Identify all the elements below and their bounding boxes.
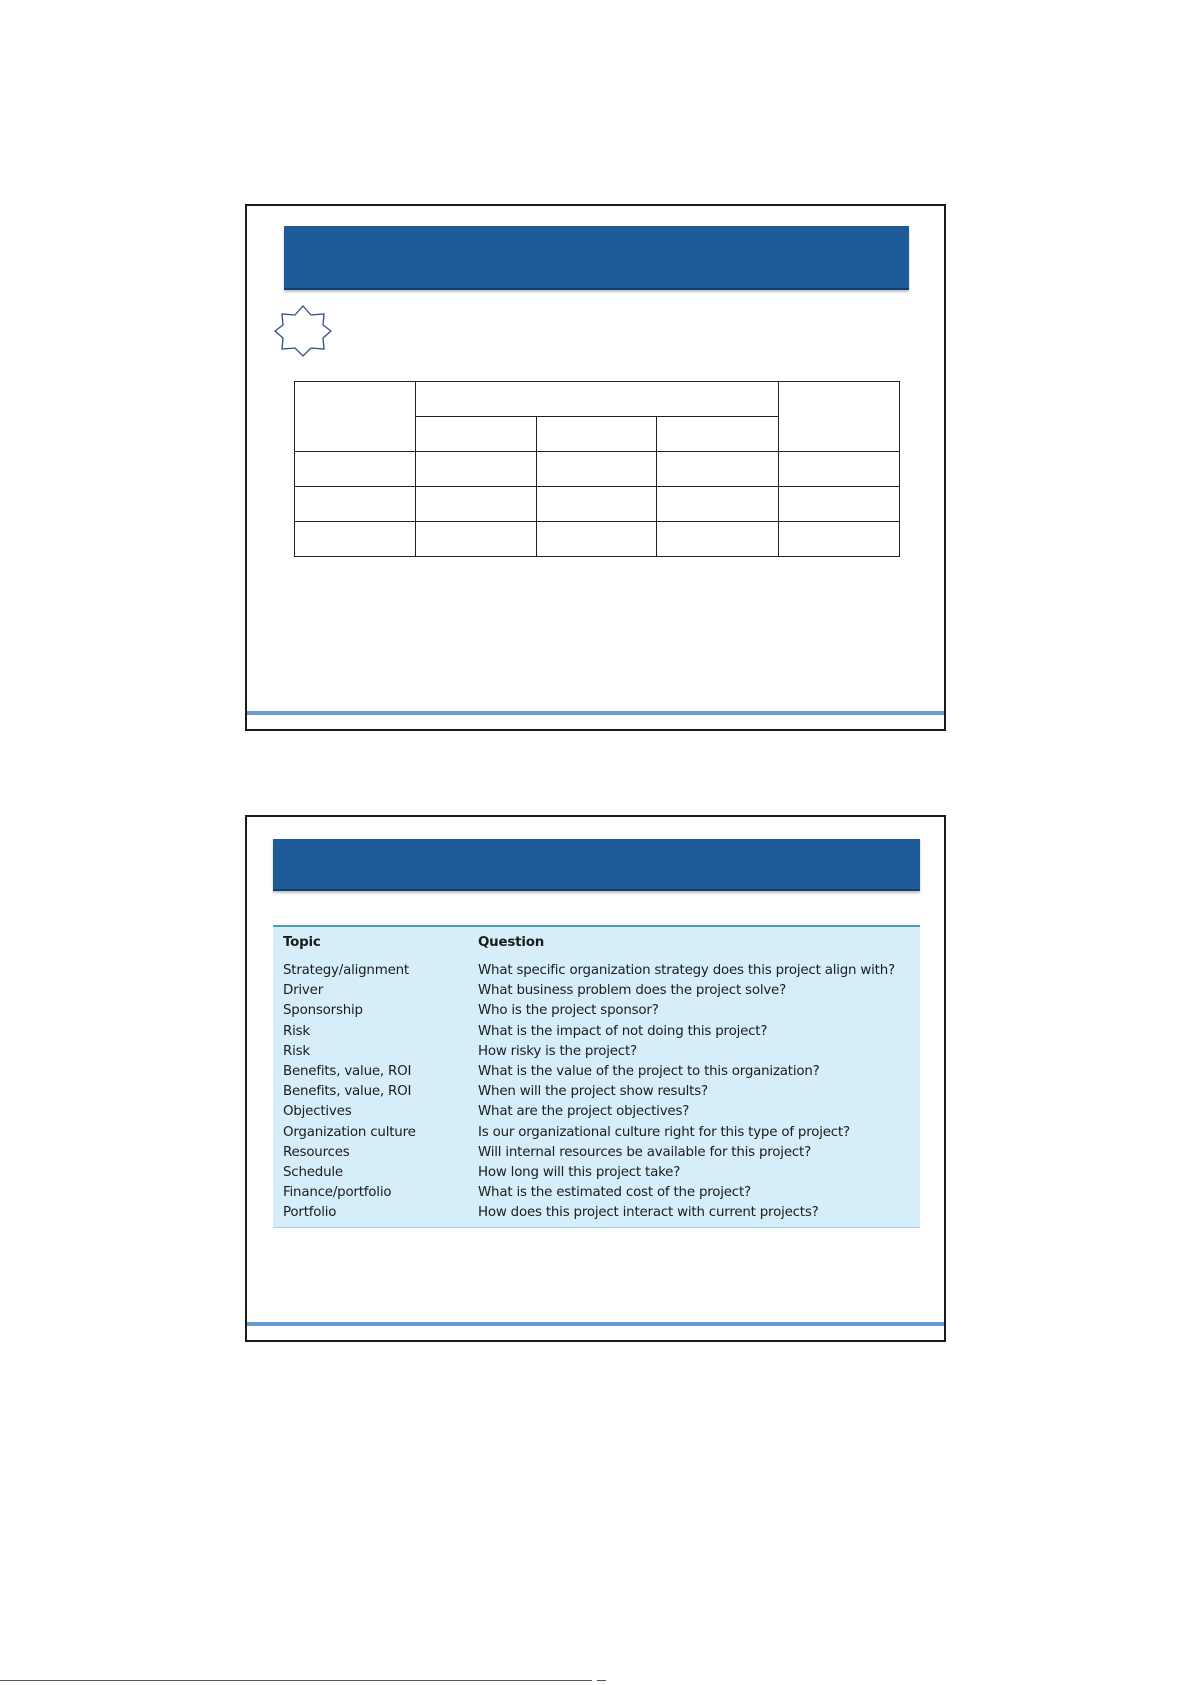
grid-cell: [295, 522, 416, 557]
grid-row: [295, 452, 900, 487]
topic-cell: Finance/portfolio: [283, 1185, 392, 1201]
table-row: [283, 1001, 895, 1021]
grid-cell: [537, 452, 657, 487]
topic-cell: Sponsorship: [283, 1003, 363, 1019]
page-bottom-rule: [0, 1680, 592, 1681]
grid-cell: [416, 522, 537, 557]
table-row: [283, 1203, 895, 1223]
grid-row: [295, 522, 900, 557]
question-cell: When will the project show results?: [478, 1084, 708, 1100]
question-cell: Will internal resources be available for this project?: [478, 1144, 811, 1160]
question-column-header: Question: [478, 935, 545, 950]
question-cell: What is the estimated cost of the project?: [478, 1185, 751, 1201]
grid-cell: [295, 382, 416, 452]
table-row: [283, 981, 895, 1001]
grid-cell: [779, 382, 900, 452]
topic-column-header: Topic: [283, 935, 321, 950]
question-cell: What is the impact of not doing this project?: [478, 1023, 768, 1039]
question-cell: What business problem does the project solve?: [478, 983, 787, 999]
grid-cell: [657, 452, 779, 487]
topic-cell: Strategy/alignment: [283, 963, 409, 978]
table-row: [283, 1022, 895, 1042]
empty-grid-table: [294, 381, 900, 557]
table-row: [283, 1102, 895, 1122]
topic-cell: Resources: [283, 1144, 350, 1160]
eight-point-star-icon: [274, 305, 332, 357]
grid-cell: [657, 522, 779, 557]
topic-cell: Benefits, value, ROI: [283, 1064, 412, 1080]
question-cell: What specific organization strategy does this project align with?: [478, 963, 895, 978]
question-cell: What is the value of the project to this organization?: [478, 1064, 820, 1080]
topic-question-table: [283, 935, 895, 1224]
slide-2-title-bar: [273, 839, 920, 891]
table-row: [283, 1042, 895, 1062]
grid-merged-header-cell: [416, 382, 779, 417]
table-row: [283, 1123, 895, 1143]
slide-1-title-bar: [284, 226, 909, 290]
table-row: [283, 1143, 895, 1163]
topic-cell: Schedule: [283, 1165, 343, 1181]
question-cell: How long will this project take?: [478, 1165, 681, 1181]
topic-cell: Risk: [283, 1043, 310, 1059]
table-header-row: [283, 935, 895, 961]
table-row: [283, 1062, 895, 1082]
grid-cell: [779, 487, 900, 522]
table-row: [283, 961, 895, 981]
grid-cell: [779, 522, 900, 557]
topic-cell: Driver: [283, 983, 324, 999]
topic-cell: Organization culture: [283, 1124, 416, 1140]
topic-cell: Objectives: [283, 1104, 352, 1120]
grid-cell: [779, 452, 900, 487]
topic-cell: Benefits, value, ROI: [283, 1084, 412, 1100]
question-cell: How risky is the project?: [478, 1043, 637, 1059]
grid-header-row-1: [295, 382, 900, 417]
slide-1-footer-line: [247, 711, 944, 715]
topic-question-panel: [273, 925, 920, 1228]
grid-row: [295, 487, 900, 522]
slide-1: [245, 204, 946, 731]
grid-cell: [657, 417, 779, 452]
grid-cell: [537, 487, 657, 522]
grid-cell: [537, 522, 657, 557]
question-cell: What are the project objectives?: [478, 1104, 690, 1120]
table-row: [283, 1163, 895, 1183]
question-cell: Who is the project sponsor?: [478, 1003, 659, 1019]
grid-cell: [295, 452, 416, 487]
page-bottom-tick: [597, 1680, 606, 1681]
table-row: [283, 1082, 895, 1102]
grid-cell: [657, 487, 779, 522]
table-row: [283, 1183, 895, 1203]
grid-cell: [416, 417, 537, 452]
slide-2: [245, 815, 946, 1342]
topic-cell: Portfolio: [283, 1205, 337, 1221]
question-cell: Is our organizational culture right for this type of project?: [478, 1124, 850, 1140]
slide-2-footer-line: [247, 1322, 944, 1326]
grid-cell: [537, 417, 657, 452]
topic-cell: Risk: [283, 1023, 310, 1039]
grid-cell: [416, 487, 537, 522]
question-cell: How does this project interact with current projects?: [478, 1205, 819, 1221]
grid-cell: [295, 487, 416, 522]
grid-cell: [416, 452, 537, 487]
